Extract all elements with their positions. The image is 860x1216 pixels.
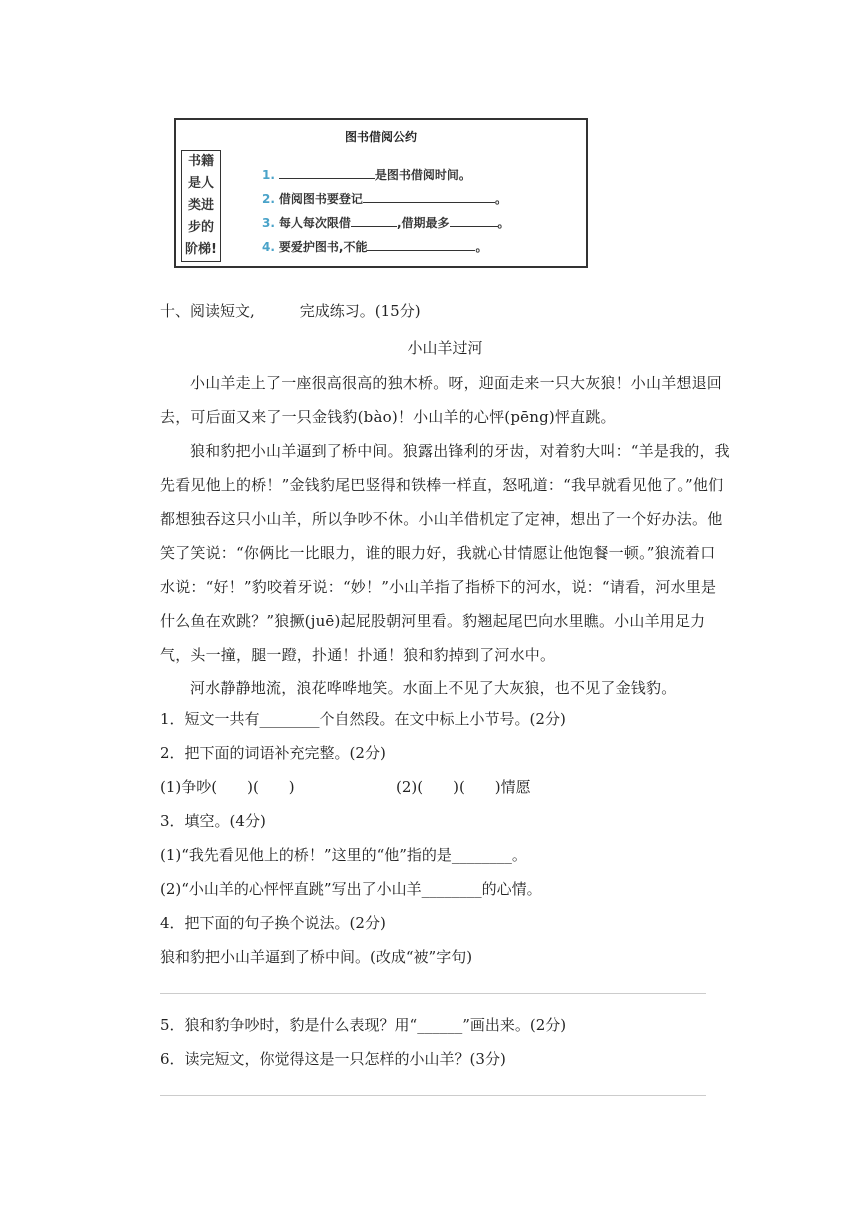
question-2-part-2: (2)( )( )情愿: [396, 778, 531, 796]
question-3-part-2: (2)“小山羊的心怦怦直跳”写出了小山羊________的心情。: [160, 880, 542, 898]
answer-line[interactable]: [160, 1095, 706, 1096]
fill-blank[interactable]: [279, 166, 375, 179]
rule-item-1: [262, 166, 471, 183]
question-2: 2．把下面的词语补充完整。(2分): [160, 744, 386, 762]
question-3: 3．填空。(4分): [160, 812, 266, 830]
rule-text: 是图书借阅时间。: [374, 168, 471, 182]
question-2-part-1: (1)争吵( )( ): [160, 778, 295, 796]
question-3-part-1: (1)“我先看见他上的桥！”这里的“他”指的是________。: [160, 846, 527, 864]
rule-text: 。: [497, 216, 510, 230]
fill-blank[interactable]: [367, 238, 475, 251]
rule-text: 。: [475, 240, 488, 254]
fill-blank[interactable]: [363, 190, 495, 203]
story-paragraph: 小山羊走上了一座很高很高的独木桥。呀，迎面走来一只大灰狼！小山羊想退回去，可后面又来了一只金钱豹(bào)！小山羊的心怦(pēng)怦直跳。: [160, 374, 723, 426]
rule-text: 每人每次限借: [278, 216, 351, 230]
story-title: 小山羊过河: [407, 339, 483, 357]
rule-item-2: [262, 190, 507, 207]
rule-text: ,借期最多: [396, 216, 450, 230]
section-heading: 十、阅读短文, 完成练习。(15分): [160, 302, 421, 320]
rules-title: 图书借阅公约: [344, 130, 417, 144]
fill-blank[interactable]: [450, 214, 498, 227]
motto-line: 阶梯!: [185, 242, 217, 257]
question-1: 1．短文一共有________个自然段。在文中标上小节号。(2分): [160, 710, 566, 728]
motto-line: 书籍: [187, 154, 214, 169]
rule-number: 4.: [262, 240, 275, 254]
rule-text: 要爱护图书,不能: [278, 240, 368, 254]
question-5: 5．狼和豹争吵时，豹是什么表现？用“______”画出来。(2分): [160, 1016, 567, 1034]
question-6: 6．读完短文，你觉得这是一只怎样的小山羊？(3分): [160, 1050, 506, 1068]
question-4-prompt: 狼和豹把小山羊逼到了桥中间。(改成“被”字句): [160, 948, 473, 966]
rule-item-4: [262, 238, 488, 255]
motto-line: 类进: [187, 198, 214, 213]
answer-line[interactable]: [160, 993, 706, 994]
motto-line: 是人: [187, 176, 214, 191]
rule-number: 2.: [262, 192, 275, 206]
story-paragraph: 河水静静地流，浪花哗哗地笑。水面上不见了大灰狼，也不见了金钱豹。: [190, 679, 677, 697]
question-4: 4．把下面的句子换个说法。(2分): [160, 914, 386, 932]
rule-text: 。: [494, 192, 507, 206]
motto-line: 步的: [187, 220, 214, 235]
rule-number: 1.: [262, 168, 275, 182]
rule-text: 借阅图书要登记: [278, 192, 363, 206]
rule-number: 3.: [262, 216, 275, 230]
fill-blank[interactable]: [351, 214, 397, 227]
story-paragraph: 狼和豹把小山羊逼到了桥中间。狼露出锋利的牙齿，对着豹大叫：“羊是我的，我先看见他上的桥！”金钱豹尾巴竖得和铁棒一样直，怒吼道：“我早就看见他了。”他们都想独吞这只小山羊，所以争吵不休。小山羊借机定了定神，想出了一个好办法。他笑了笑说：“你俩比一比眼力，谁的眼力好，我就心甘情愿让他饱餐一顿。”狼流着口水说：“好！”豹咬着牙说：“妙！”小山羊指了指桥下的河水，说：“请看，河水里是什么鱼在欢跳？”狼撅(juē)起屁股朝河里看。豹翘起尾巴向水里瞧。小山羊用足力气，头一撞，腿一蹬，扑通！扑通！狼和豹掉到了河水中。: [160, 442, 730, 664]
motto-box: [181, 150, 221, 262]
library-rules-box: [174, 118, 588, 268]
rule-item-3: [262, 214, 510, 231]
